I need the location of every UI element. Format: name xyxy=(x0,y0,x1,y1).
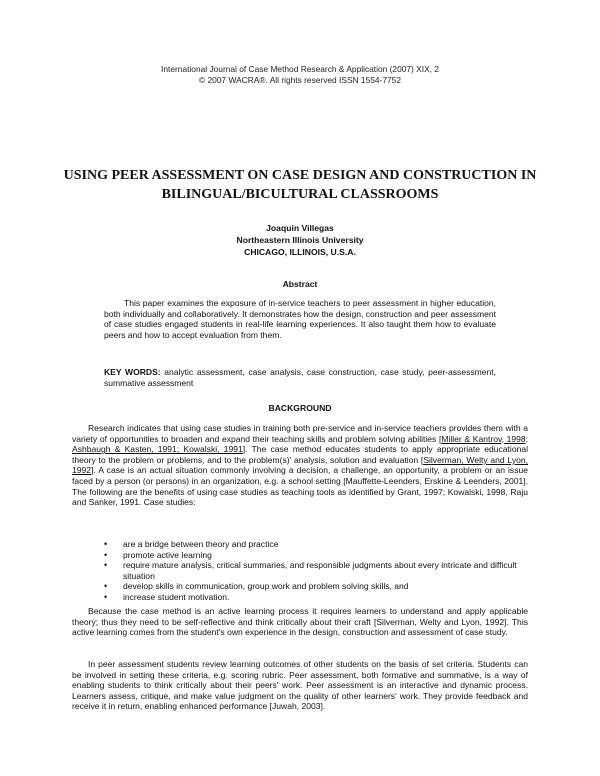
list-item: • promote active learning xyxy=(103,550,528,561)
list-item: • require mature analysis, critical summaries, and responsible judgments about every intricate and difficult situation xyxy=(103,560,528,581)
author-name: Joaquin Villegas xyxy=(266,223,334,233)
background-paragraph-2: Because the case method is an active learning process it requires learners to understand and apply applicable theory; thus they need to be self-reflective and think critically about their craft [Silverman, Welty and Lyon, 1992]. This active learning comes from the student's own experience in the design, construction and assessment of case study. xyxy=(72,606,528,638)
author-affiliation: Northeastern Illinois University xyxy=(236,235,364,245)
benefits-list xyxy=(103,539,528,603)
keywords-label: KEY WORDS: xyxy=(104,367,161,377)
keywords xyxy=(104,367,496,388)
p1-citation-2[interactable]: Silverman, Welty and Lyon, 1992 xyxy=(72,454,528,476)
list-item: • develop skills in communication, group work and problem solving skills, and xyxy=(103,581,528,592)
p1-citation-1[interactable]: Miller & Kantrov, 1998; Ashbaugh & Kasten, 1991; Kowalski, 1991 xyxy=(72,433,529,455)
paper-title: USING PEER ASSESSMENT ON CASE DESIGN AND CONSTRUCTION IN BILINGUAL/BICULTURAL CLASSROOMS xyxy=(63,168,537,202)
abstract-heading: Abstract xyxy=(282,279,318,289)
keywords-text: analytic assessment, case analysis, case construction, case study, peer-assessment, summative assessment xyxy=(104,367,497,388)
author-location: CHICAGO, ILLINOIS, U.S.A. xyxy=(244,247,356,257)
list-item: • increase student motivation. xyxy=(103,592,528,603)
journal-header-line2: © 2007 WACRA®. All rights reserved ISSN 1554-7752 xyxy=(199,74,401,85)
background-paragraph-3: In peer assessment students review learning outcomes of other students on the basis of set criteria. Students can be involved in setting these criteria, e.g. scoring rubric. Peer assessment, both formative and summative, is a way of enabling students to think critically about their peers' work. Peer assessment is an interactive and dynamic process. Learners assess, critique, and make value judgment on the quality of other learners' work. They provide feedback and receive it in return, enabling enhanced performance [Juwah, 2003]. xyxy=(72,659,528,712)
p1-text-c: ]. A case is an actual situation commonly involving a decision, a challenge, an opportunity, a problem or an issue faced by a person (or persons) in an organization, e.g. a school setting [Mauffette-Leenders, Erskine & Leenders, 2001]. The following are the benefits of using case studies as teaching tools as identified by Grant, 1997; Kowalski, 1998, Raju and Sanker, 1991. Case studies: xyxy=(72,465,528,508)
background-paragraph-1 xyxy=(72,423,528,508)
background-heading: BACKGROUND xyxy=(268,403,332,413)
list-item: • are a bridge between theory and practice xyxy=(103,539,528,550)
p1-text-a: Research indicates that using case studies in training both pre-service and in-service teachers provides them with a variety of opportunities to broaden and expand their teaching skills and problem solving abilities [ xyxy=(72,423,528,444)
journal-header-line1: International Journal of Case Method Research & Application (2007) XIX, 2 xyxy=(161,64,439,74)
abstract-text: This paper examines the exposure of in-service teachers to peer assessment in higher education, both individually and collaboratively. It demonstrates how the design, construction and peer assessment of case studies engaged students in real-life learning experiences. It also taught them how to evaluate peers and how to accept evaluation from them. xyxy=(104,298,496,340)
p1-text-b: ]. The case method educates students to apply appropriate educational theory to the problem or problems, and to the problem(s)' analysis, solution and evaluation [ xyxy=(72,444,528,465)
